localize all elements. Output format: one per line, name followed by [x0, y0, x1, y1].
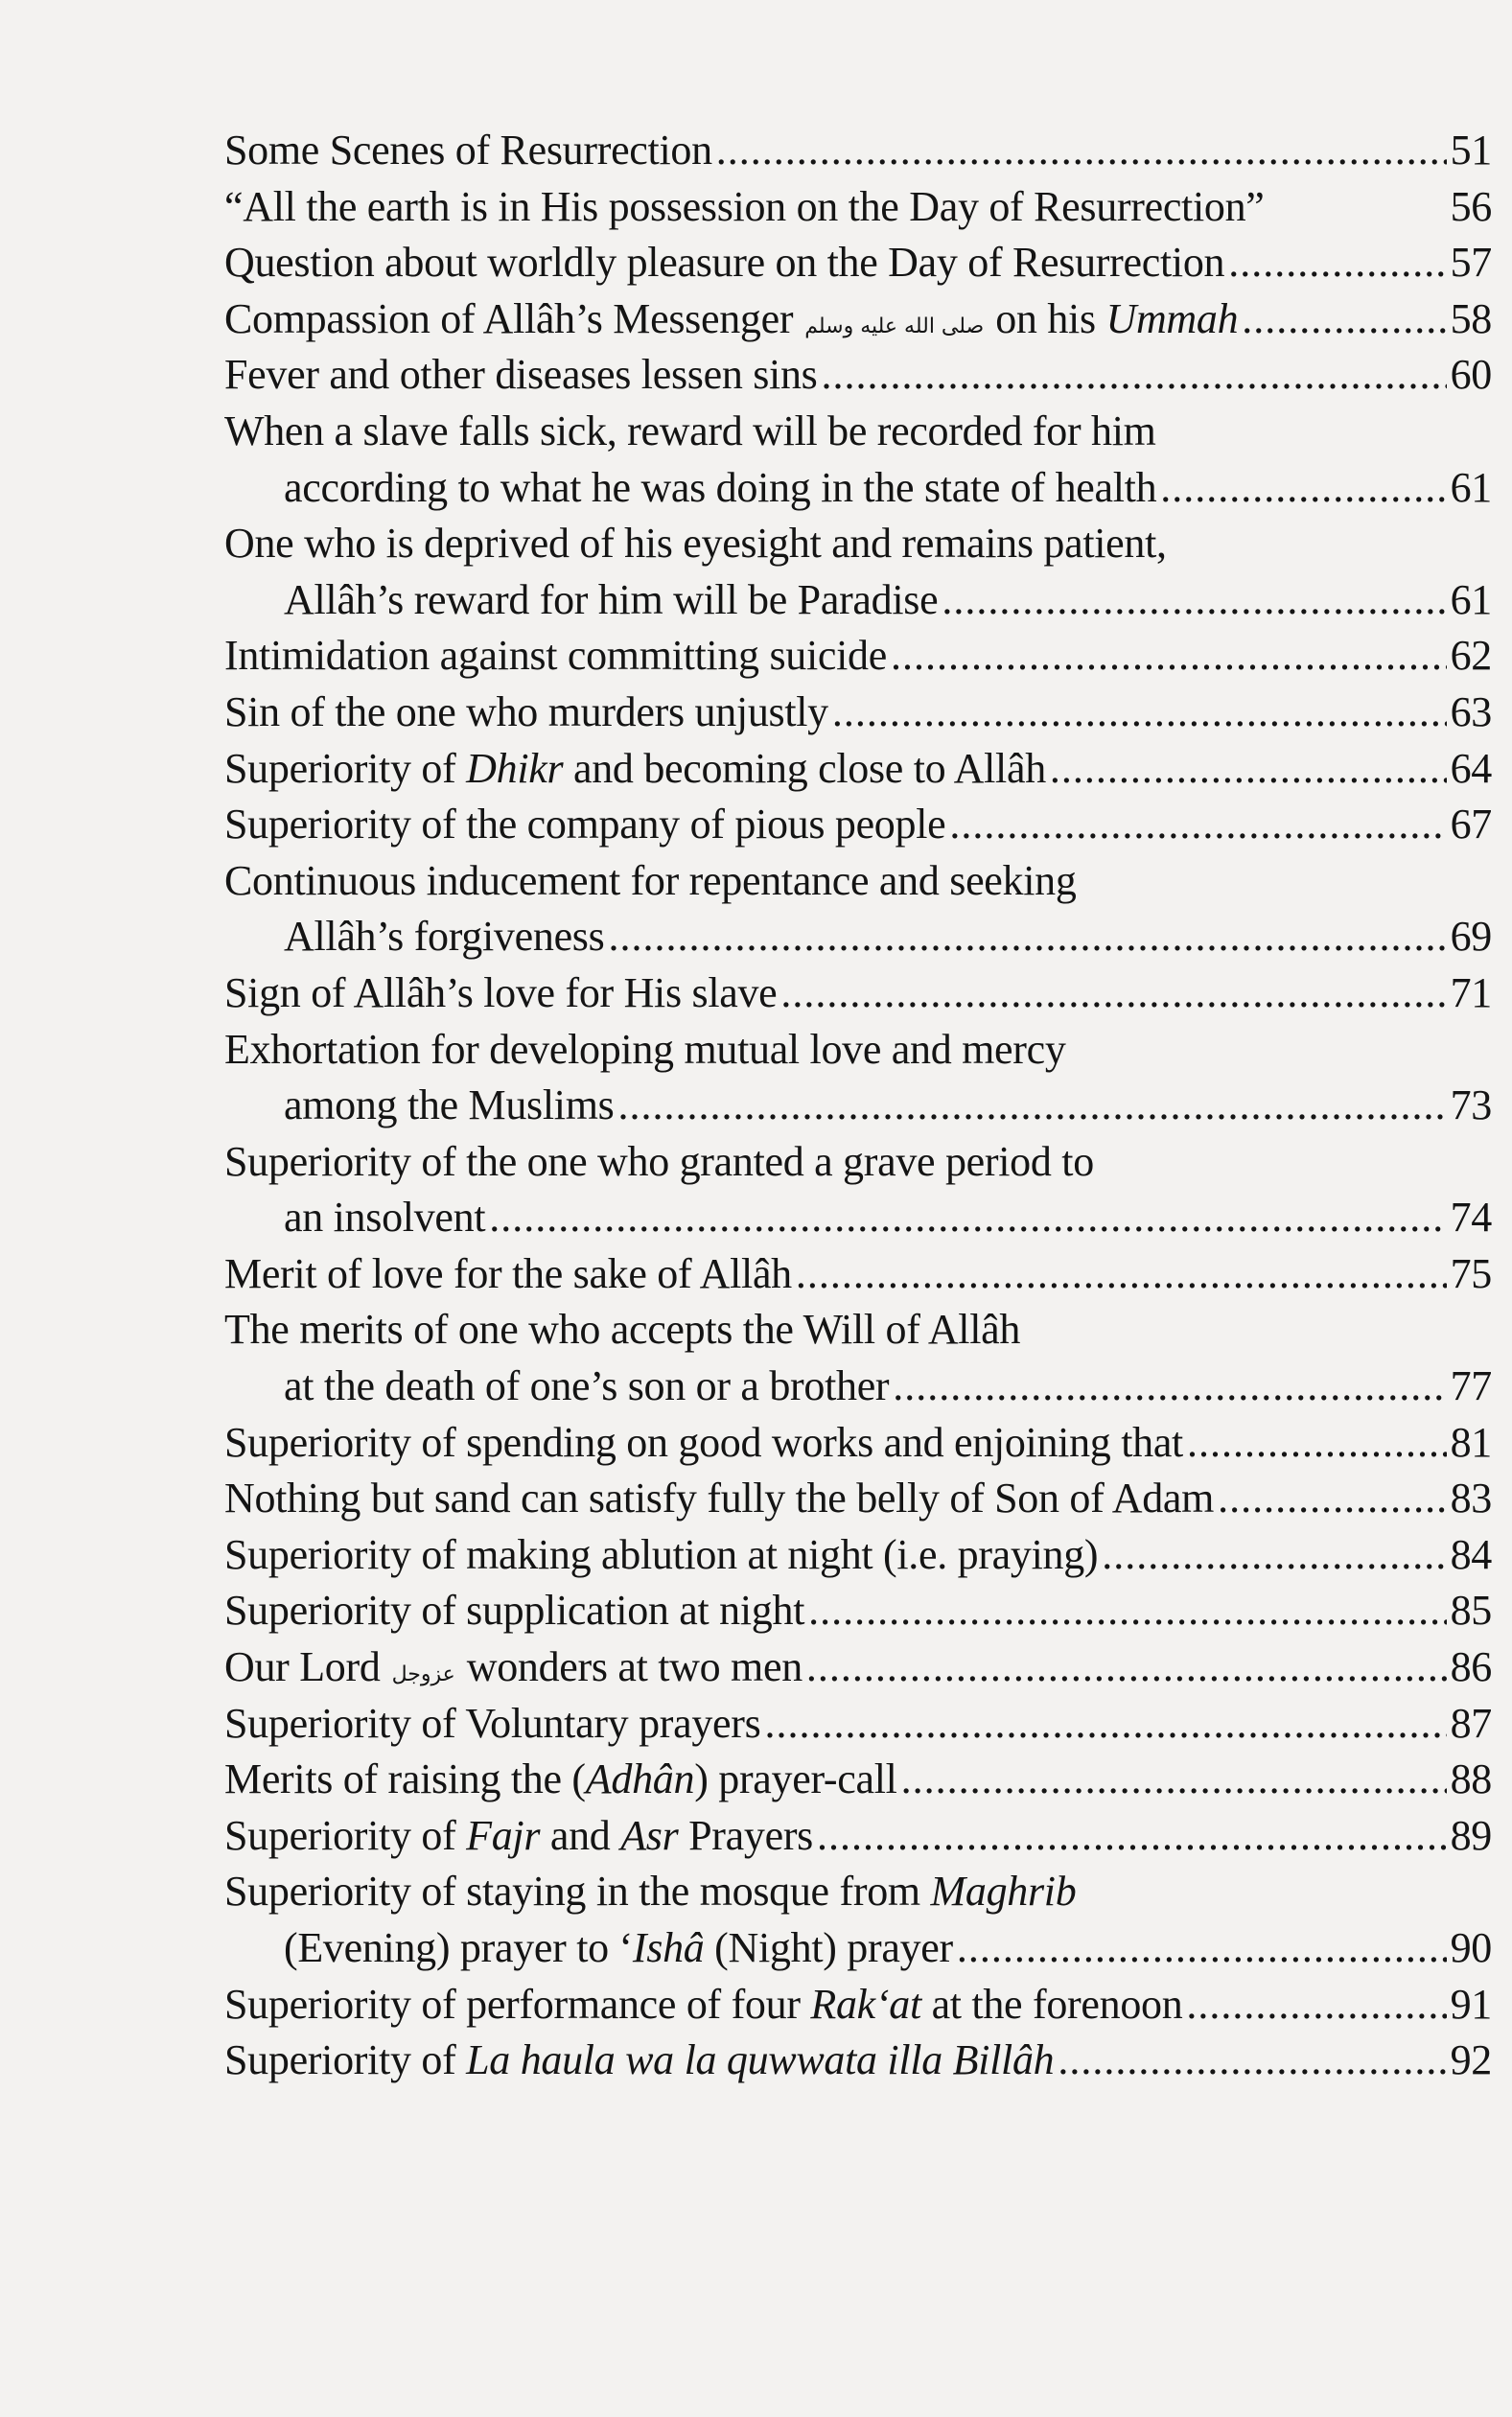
- toc-entry-title: [224, 1246, 792, 1303]
- title-text: Our Lord: [224, 1643, 381, 1691]
- toc-entry-title: [224, 291, 1238, 356]
- toc-entry-line: [224, 291, 1492, 348]
- toc-entry: [224, 1527, 1492, 1584]
- dot-leader: [1187, 1415, 1447, 1472]
- dot-leader: [832, 685, 1447, 741]
- page-number: 56: [1450, 182, 1492, 230]
- title-text: Superiority of the company of pious people: [224, 801, 946, 848]
- title-text: Superiority of spending on good works and enjoining that: [224, 1418, 1183, 1466]
- dot-leader: [808, 1583, 1446, 1639]
- page-number: 90: [1450, 1924, 1492, 1971]
- title-text: Sin of the one who murders unjustly: [224, 687, 828, 735]
- arabic-honorific: عزوجل: [391, 1662, 455, 1687]
- title-text: Superiority of performance of four: [224, 1980, 811, 2028]
- toc-entry: [224, 1134, 1492, 1246]
- toc-entry-continuation-line: [224, 1078, 1492, 1134]
- toc-entry-line: [224, 1639, 1492, 1696]
- title-text: Superiority of making ablution at night (i.e. praying): [224, 1530, 1099, 1578]
- page-number: 60: [1450, 351, 1492, 399]
- page-number: 81: [1450, 1418, 1492, 1466]
- toc-entry-title: [224, 1302, 1020, 1359]
- toc-entry-continuation-line: [224, 909, 1492, 965]
- title-text: and: [540, 1811, 621, 1859]
- toc-entry: [224, 1639, 1492, 1696]
- page-number: 63: [1450, 687, 1492, 735]
- toc-entry-title: [224, 965, 777, 1022]
- toc-entry-title: [284, 1078, 614, 1134]
- toc-entry-title: [224, 685, 828, 741]
- arabic-honorific: صلى الله عليه وسلم: [804, 314, 985, 338]
- dot-leader: [1242, 291, 1446, 348]
- toc-entry-title: [284, 909, 604, 965]
- toc-entry: [224, 1022, 1492, 1134]
- title-text: Superiority of: [224, 744, 467, 792]
- italic-term: Rak‘at: [810, 1980, 921, 2028]
- page-number: 58: [1450, 294, 1492, 342]
- page-number: 88: [1450, 1755, 1492, 1803]
- toc-entry: [224, 1246, 1492, 1303]
- toc-entry-line: [224, 797, 1492, 853]
- title-text: on his: [995, 294, 1106, 342]
- italic-term: Ishâ: [632, 1924, 705, 1971]
- toc-entry-title: [224, 1696, 760, 1753]
- page-number: 83: [1450, 1475, 1492, 1522]
- toc-entry-title: [284, 1920, 953, 1977]
- dot-leader: [942, 572, 1446, 629]
- dot-leader: [891, 628, 1447, 685]
- toc-entry: [224, 516, 1492, 628]
- dot-leader: [817, 1808, 1447, 1865]
- dot-leader: [949, 797, 1446, 853]
- toc-entry-title: [224, 741, 1046, 798]
- title-text: Superiority of the one who granted a grave period to: [224, 1137, 1094, 1185]
- dot-leader: [1050, 741, 1447, 798]
- dot-leader: [608, 909, 1446, 965]
- toc-entry: [224, 1415, 1492, 1472]
- italic-term: Dhikr: [466, 744, 564, 792]
- toc-entry-line: [224, 123, 1492, 179]
- toc-entry-line: [224, 516, 1492, 572]
- dot-leader: [901, 1752, 1447, 1808]
- toc-entry-title: [224, 235, 1224, 291]
- dot-leader: [1218, 1471, 1447, 1527]
- dot-leader: [796, 1246, 1447, 1303]
- dot-leader: [806, 1639, 1447, 1696]
- italic-term: La haula wa la quwwata illa Billâh: [466, 2036, 1055, 2084]
- page-number: 92: [1450, 2036, 1492, 2084]
- title-text: among the Muslims: [284, 1081, 615, 1129]
- toc-entry-title: [284, 572, 938, 629]
- title-text: ) prayer-call: [694, 1755, 897, 1803]
- dot-leader: [893, 1359, 1446, 1415]
- toc-entry: [224, 1302, 1492, 1414]
- toc-entry-line: [224, 1583, 1492, 1639]
- toc-entry: [224, 685, 1492, 741]
- title-text: Question about worldly pleasure on the Day of Resurrection: [224, 239, 1225, 287]
- italic-term: Maghrib: [930, 1868, 1077, 1916]
- toc-entry-title: [284, 460, 1156, 517]
- toc-entry-title: [224, 1808, 813, 1865]
- dot-leader: [1186, 1977, 1446, 2034]
- title-text: an insolvent: [284, 1194, 486, 1242]
- page-number: 85: [1450, 1587, 1492, 1635]
- toc-entry-title: [224, 628, 887, 685]
- title-text: Allâh’s forgiveness: [284, 913, 605, 961]
- title-text: Nothing but sand can satisfy fully the belly of Son of Adam: [224, 1475, 1215, 1522]
- toc-entry-line: [224, 1696, 1492, 1753]
- toc-entry: [224, 1471, 1492, 1527]
- toc-entry-line: [224, 965, 1492, 1022]
- page-number: 84: [1450, 1530, 1492, 1578]
- title-text: according to what he was doing in the state of health: [284, 463, 1157, 511]
- italic-term: Fajr: [466, 1811, 541, 1859]
- page-number: 51: [1450, 127, 1492, 174]
- page-number: 71: [1450, 968, 1492, 1016]
- italic-term: Asr: [620, 1811, 679, 1859]
- toc-entry-title: [224, 1134, 1094, 1191]
- toc-entry-title: [224, 1583, 804, 1639]
- toc-entry: [224, 1583, 1492, 1639]
- toc-entry: [224, 235, 1492, 291]
- dot-leader: [617, 1078, 1446, 1134]
- page-number: 87: [1450, 1699, 1492, 1747]
- toc-entry-line: [224, 741, 1492, 798]
- title-text: Intimidation against committing suicide: [224, 632, 887, 680]
- toc-entry-line: [224, 853, 1492, 910]
- toc-entry: [224, 965, 1492, 1022]
- title-text: Fever and other diseases lessen sins: [224, 351, 818, 399]
- page-number: 61: [1450, 463, 1492, 511]
- dot-leader: [1228, 235, 1446, 291]
- toc-entry-continuation-line: [224, 1190, 1492, 1246]
- title-text: Merit of love for the sake of Allâh: [224, 1249, 792, 1297]
- italic-term: Adhân: [585, 1755, 695, 1803]
- toc-entry-continuation-line: [224, 1359, 1492, 1415]
- dot-leader: [716, 123, 1447, 179]
- title-text: Superiority of: [224, 1811, 467, 1859]
- title-text: The merits of one who accepts the Will of Allâh: [224, 1306, 1021, 1354]
- toc-entry-line: [224, 628, 1492, 685]
- toc-entry: [224, 853, 1492, 965]
- toc-entry-line: [224, 1977, 1492, 2034]
- toc-entry-line: [224, 1864, 1492, 1920]
- dot-leader: [1102, 1527, 1446, 1584]
- toc-entry-title: [224, 2033, 1054, 2089]
- toc-entry: [224, 123, 1492, 179]
- toc-entry-title: [224, 797, 945, 853]
- dot-leader: [1058, 2033, 1446, 2089]
- toc-entry-line: [224, 404, 1492, 460]
- dot-leader: [489, 1190, 1446, 1246]
- title-text: (Night) prayer: [704, 1924, 953, 1971]
- toc-entry-line: [224, 685, 1492, 741]
- toc-entry-line: [224, 1471, 1492, 1527]
- toc-entry-title: [284, 1359, 889, 1415]
- toc-entry-line: [224, 1022, 1492, 1079]
- title-text: wonders at two men: [466, 1643, 803, 1691]
- page-number: 86: [1450, 1643, 1492, 1691]
- toc-entry-title: [284, 1190, 485, 1246]
- toc-entry: [224, 1696, 1492, 1753]
- toc-entry-line: [224, 179, 1492, 236]
- title-text: When a slave falls sick, reward will be recorded for him: [224, 407, 1156, 454]
- page-number: 91: [1450, 1980, 1492, 2028]
- toc-entry-title: [224, 1527, 1098, 1584]
- title-text: Superiority of: [224, 2036, 467, 2084]
- dot-leader: [780, 965, 1446, 1022]
- page-number: 74: [1450, 1194, 1492, 1242]
- toc-entry-line: [224, 1527, 1492, 1584]
- title-text: “All the earth is in His possession on the Day of Resurrection”: [224, 182, 1265, 230]
- toc-entry-title: [224, 123, 712, 179]
- toc-entry-title: [224, 1752, 897, 1808]
- page-number: 89: [1450, 1811, 1492, 1859]
- toc-entry-title: [224, 1639, 803, 1704]
- title-text: Allâh’s reward for him will be Paradise: [284, 575, 939, 623]
- title-text: Superiority of Voluntary prayers: [224, 1699, 761, 1747]
- toc-entry-line: [224, 1134, 1492, 1191]
- table-of-contents: [224, 123, 1492, 2089]
- toc-entry: [224, 1977, 1492, 2034]
- toc-entry-title: [224, 404, 1156, 460]
- title-text: Superiority of staying in the mosque from: [224, 1868, 931, 1916]
- toc-entry-title: [224, 1471, 1214, 1527]
- page-number: 64: [1450, 744, 1492, 792]
- title-text: Merits of raising the (: [224, 1755, 586, 1803]
- title-text: (Evening) prayer to ‘: [284, 1924, 633, 1971]
- dot-leader: [957, 1920, 1447, 1977]
- page-number: 73: [1450, 1081, 1492, 1129]
- toc-entry-line: [224, 1302, 1492, 1359]
- title-text: at the forenoon: [920, 1980, 1183, 2028]
- title-text: and becoming close to Allâh: [563, 744, 1046, 792]
- page-number: 62: [1450, 632, 1492, 680]
- dot-leader: [764, 1696, 1446, 1753]
- title-text: at the death of one’s son or a brother: [284, 1362, 890, 1410]
- toc-entry-continuation-line: [224, 572, 1492, 629]
- toc-entry: [224, 347, 1492, 404]
- toc-entry-title: [224, 1977, 1182, 2034]
- toc-entry: [224, 628, 1492, 685]
- dot-leader: [822, 347, 1447, 404]
- toc-entry: [224, 1808, 1492, 1865]
- title-text: Prayers: [678, 1811, 813, 1859]
- title-text: Some Scenes of Resurrection: [224, 127, 712, 174]
- toc-entry: [224, 1752, 1492, 1808]
- toc-entry-line: [224, 1246, 1492, 1303]
- page-number: 67: [1450, 801, 1492, 848]
- toc-entry-line: [224, 235, 1492, 291]
- toc-entry: [224, 291, 1492, 348]
- toc-entry-line: [224, 1752, 1492, 1808]
- toc-entry-line: [224, 1415, 1492, 1472]
- toc-entry-title: [224, 179, 1265, 236]
- toc-entry-title: [224, 1864, 1076, 1920]
- page-number: 57: [1450, 239, 1492, 287]
- page-number: 75: [1450, 1249, 1492, 1297]
- title-text: Superiority of supplication at night: [224, 1587, 805, 1635]
- title-text: Exhortation for developing mutual love and mercy: [224, 1025, 1066, 1073]
- title-text: One who is deprived of his eyesight and remains patient,: [224, 520, 1167, 568]
- toc-entry: [224, 741, 1492, 798]
- page-number: 61: [1450, 575, 1492, 623]
- toc-entry: [224, 404, 1492, 516]
- toc-entry: [224, 1864, 1492, 1976]
- toc-entry-continuation-line: [224, 460, 1492, 517]
- toc-entry: [224, 179, 1492, 236]
- title-text: Continuous inducement for repentance and seeking: [224, 856, 1077, 904]
- toc-entry-title: [224, 1022, 1066, 1079]
- toc-entry-line: [224, 1808, 1492, 1865]
- title-text: Compassion of Allâh’s Messenger: [224, 294, 794, 342]
- toc-entry: [224, 797, 1492, 853]
- toc-entry-title: [224, 516, 1167, 572]
- page-number: 69: [1450, 913, 1492, 961]
- toc-entry-line: [224, 2033, 1492, 2089]
- page-number: 77: [1450, 1362, 1492, 1410]
- toc-entry: [224, 2033, 1492, 2089]
- italic-term: Ummah: [1105, 294, 1239, 342]
- toc-entry-title: [224, 347, 818, 404]
- dot-leader: [1160, 460, 1446, 517]
- toc-entry-continuation-line: [224, 1920, 1492, 1977]
- toc-entry-line: [224, 347, 1492, 404]
- toc-entry-title: [224, 1415, 1183, 1472]
- toc-entry-title: [224, 853, 1077, 910]
- title-text: Sign of Allâh’s love for His slave: [224, 968, 778, 1016]
